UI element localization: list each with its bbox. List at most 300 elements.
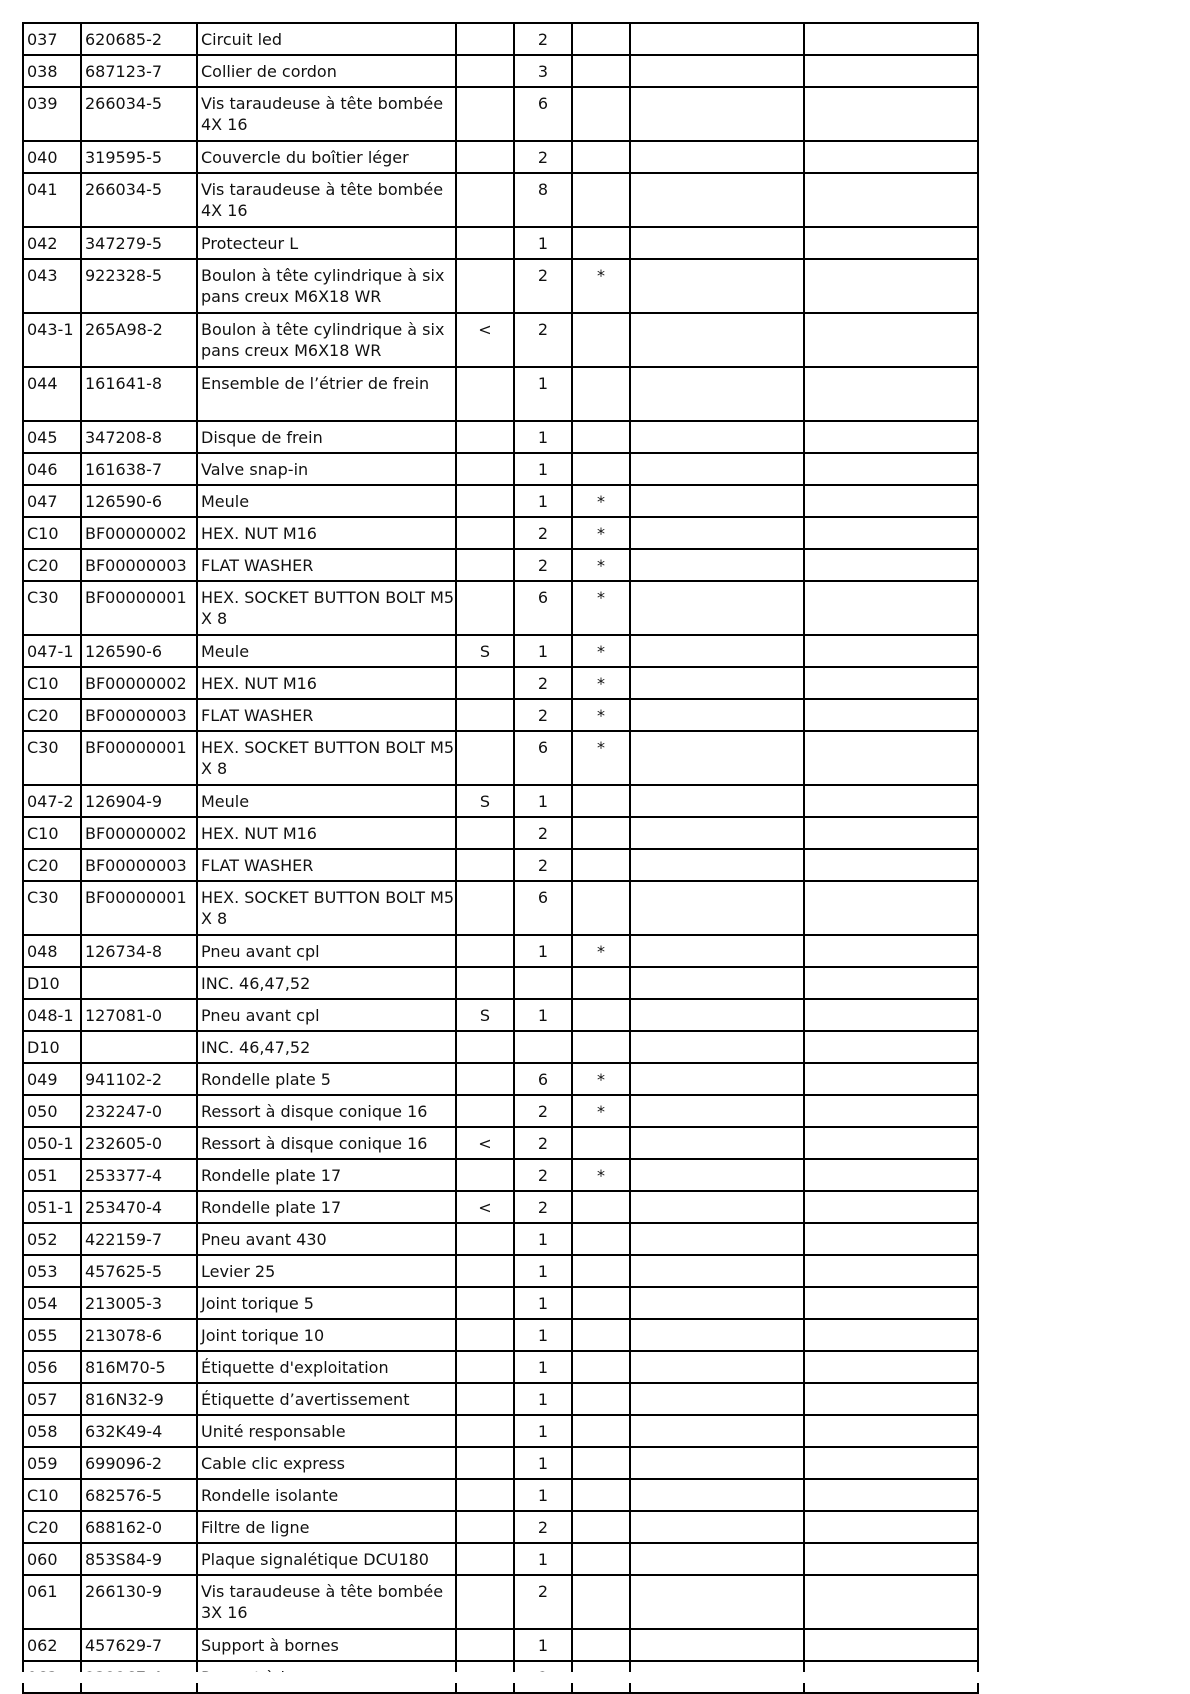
blank-cell-b xyxy=(804,1479,978,1511)
mark-cell xyxy=(572,817,630,849)
item-number-cell: C10 xyxy=(23,667,81,699)
table-row xyxy=(23,817,978,849)
table-row xyxy=(23,1127,978,1159)
description-cell: Disque de frein xyxy=(197,421,456,453)
blank-cell-a xyxy=(630,1447,804,1479)
note-cell xyxy=(456,517,514,549)
blank-cell-a xyxy=(630,699,804,731)
blank-cell-a xyxy=(630,1159,804,1191)
mark-cell xyxy=(572,1575,630,1629)
quantity-cell: 1 xyxy=(514,999,572,1031)
blank-cell-b xyxy=(804,55,978,87)
quantity-cell: 6 xyxy=(514,1063,572,1095)
blank-cell-a xyxy=(630,227,804,259)
quantity-cell: 1 xyxy=(514,635,572,667)
table-row xyxy=(23,1511,978,1543)
description-cell: Unité responsable xyxy=(197,1415,456,1447)
note-cell xyxy=(456,173,514,227)
quantity-cell: 1 xyxy=(514,1383,572,1415)
description-cell: Couvercle du boîtier léger xyxy=(197,141,456,173)
part-number-cell: 266034-5 xyxy=(81,173,197,227)
blank-cell-a xyxy=(630,485,804,517)
blank-cell-b xyxy=(804,313,978,367)
blank-cell-b xyxy=(804,141,978,173)
quantity-cell: 2 xyxy=(514,259,572,313)
item-number-cell: 050 xyxy=(23,1095,81,1127)
mark-cell: * xyxy=(572,731,630,785)
blank-cell-b xyxy=(804,581,978,635)
description-cell: Rondelle plate 17 xyxy=(197,1191,456,1223)
quantity-cell: 2 xyxy=(514,549,572,581)
part-number-cell: BF00000001 xyxy=(81,581,197,635)
note-cell xyxy=(456,1383,514,1415)
mark-cell: * xyxy=(572,1063,630,1095)
quantity-cell: 6 xyxy=(514,881,572,935)
mark-cell xyxy=(572,173,630,227)
description-cell: Collier de cordon xyxy=(197,55,456,87)
description-cell: Vis taraudeuse à tête bombée 4X 16 xyxy=(197,173,456,227)
part-number-cell: 126734-8 xyxy=(81,935,197,967)
blank-cell-a xyxy=(630,849,804,881)
description-cell: Filtre de ligne xyxy=(197,1511,456,1543)
blank-cell-a xyxy=(630,1031,804,1063)
mark-cell: * xyxy=(572,485,630,517)
description-cell: Pneu avant cpl xyxy=(197,935,456,967)
blank-cell-b xyxy=(804,667,978,699)
blank-cell-a xyxy=(630,785,804,817)
note-cell: S xyxy=(456,635,514,667)
item-number-cell: 041 xyxy=(23,173,81,227)
note-cell xyxy=(456,1223,514,1255)
item-number-cell: 039 xyxy=(23,87,81,141)
blank-cell-a xyxy=(630,453,804,485)
quantity-cell: 1 xyxy=(514,1415,572,1447)
blank-cell-a xyxy=(630,731,804,785)
blank-cell-a xyxy=(630,1383,804,1415)
blank-cell-b xyxy=(804,23,978,55)
note-cell xyxy=(456,935,514,967)
quantity-cell: 2 xyxy=(514,1095,572,1127)
note-cell xyxy=(456,453,514,485)
part-number-cell: 232605-0 xyxy=(81,1127,197,1159)
mark-cell xyxy=(572,881,630,935)
table-row xyxy=(23,549,978,581)
item-number-cell: 051-1 xyxy=(23,1191,81,1223)
note-cell xyxy=(456,817,514,849)
description-cell: Rondelle isolante xyxy=(197,1479,456,1511)
part-number-cell: BF00000002 xyxy=(81,517,197,549)
part-number-cell: 161638-7 xyxy=(81,453,197,485)
part-number-cell: 853S84-9 xyxy=(81,1543,197,1575)
note-cell xyxy=(456,699,514,731)
item-number-cell: 043 xyxy=(23,259,81,313)
description-cell: Support à bornes xyxy=(197,1629,456,1661)
description-cell: HEX. SOCKET BUTTON BOLT M5X 8 xyxy=(197,581,456,635)
blank-cell-a xyxy=(630,1511,804,1543)
description-cell: Ensemble de l’étrier de frein xyxy=(197,367,456,421)
mark-cell xyxy=(572,367,630,421)
blank-cell-a xyxy=(630,1287,804,1319)
item-number-cell: C30 xyxy=(23,881,81,935)
table-row xyxy=(23,1287,978,1319)
table-row xyxy=(23,173,978,227)
note-cell xyxy=(456,1287,514,1319)
blank-cell-b xyxy=(804,485,978,517)
blank-cell-b xyxy=(804,517,978,549)
mark-cell xyxy=(572,313,630,367)
item-number-cell: 054 xyxy=(23,1287,81,1319)
blank-cell-b xyxy=(804,1159,978,1191)
table-row xyxy=(23,1479,978,1511)
blank-cell-b xyxy=(804,1223,978,1255)
table-row xyxy=(23,1319,978,1351)
blank-cell-b xyxy=(804,1575,978,1629)
table-row xyxy=(23,227,978,259)
mark-cell xyxy=(572,1511,630,1543)
description-cell: Meule xyxy=(197,485,456,517)
note-cell xyxy=(456,667,514,699)
description-cell: Étiquette d’avertissement xyxy=(197,1383,456,1415)
blank-cell-b xyxy=(804,1031,978,1063)
item-number-cell: C10 xyxy=(23,1479,81,1511)
quantity-cell: 2 xyxy=(514,141,572,173)
mark-cell xyxy=(572,421,630,453)
mark-cell xyxy=(572,1629,630,1661)
quantity-cell: 2 xyxy=(514,849,572,881)
note-cell xyxy=(456,1575,514,1629)
mark-cell xyxy=(572,967,630,999)
mark-cell: * xyxy=(572,549,630,581)
quantity-cell: 2 xyxy=(514,667,572,699)
quantity-cell: 2 xyxy=(514,1127,572,1159)
table-row xyxy=(23,581,978,635)
description-cell: INC. 46,47,52 xyxy=(197,967,456,999)
item-number-cell: D10 xyxy=(23,1031,81,1063)
blank-cell-a xyxy=(630,967,804,999)
note-cell xyxy=(456,1031,514,1063)
mark-cell xyxy=(572,55,630,87)
item-number-cell: 045 xyxy=(23,421,81,453)
quantity-cell: 1 xyxy=(514,453,572,485)
item-number-cell: 062 xyxy=(23,1629,81,1661)
item-number-cell: 059 xyxy=(23,1447,81,1479)
blank-cell-b xyxy=(804,453,978,485)
table-row xyxy=(23,635,978,667)
blank-cell-b xyxy=(804,367,978,421)
mark-cell xyxy=(572,1383,630,1415)
quantity-cell: 1 xyxy=(514,935,572,967)
part-number-cell: 161641-8 xyxy=(81,367,197,421)
note-cell xyxy=(456,23,514,55)
blank-cell-b xyxy=(804,1447,978,1479)
blank-cell-a xyxy=(630,1479,804,1511)
blank-cell-a xyxy=(630,1351,804,1383)
blank-cell-a xyxy=(630,1319,804,1351)
quantity-cell: 2 xyxy=(514,23,572,55)
description-cell: Vis taraudeuse à tête bombée 4X 16 xyxy=(197,87,456,141)
part-number-cell: 126904-9 xyxy=(81,785,197,817)
item-number-cell: C20 xyxy=(23,849,81,881)
quantity-cell: 2 xyxy=(514,1191,572,1223)
blank-cell-b xyxy=(804,549,978,581)
table-row xyxy=(23,999,978,1031)
note-cell xyxy=(456,1063,514,1095)
description-cell: Cable clic express xyxy=(197,1447,456,1479)
quantity-cell: 1 xyxy=(514,1629,572,1661)
description-cell: Valve snap-in xyxy=(197,453,456,485)
part-number-cell: 699096-2 xyxy=(81,1447,197,1479)
blank-cell-b xyxy=(804,785,978,817)
part-number-cell xyxy=(81,1031,197,1063)
description-cell: HEX. NUT M16 xyxy=(197,517,456,549)
note-cell: S xyxy=(456,785,514,817)
item-number-cell: 047-2 xyxy=(23,785,81,817)
note-cell xyxy=(456,849,514,881)
description-cell: Vis taraudeuse à tête bombée 3X 16 xyxy=(197,1575,456,1629)
mark-cell xyxy=(572,785,630,817)
blank-cell-a xyxy=(630,1255,804,1287)
blank-cell-b xyxy=(804,1063,978,1095)
blank-cell-b xyxy=(804,1127,978,1159)
quantity-cell: 2 xyxy=(514,699,572,731)
table-row xyxy=(23,1223,978,1255)
blank-cell-a xyxy=(630,1629,804,1661)
note-cell xyxy=(456,1479,514,1511)
description-cell: Rondelle plate 5 xyxy=(197,1063,456,1095)
quantity-cell: 1 xyxy=(514,227,572,259)
item-number-cell: 040 xyxy=(23,141,81,173)
blank-cell-b xyxy=(804,967,978,999)
blank-cell-a xyxy=(630,259,804,313)
item-number-cell: 047-1 xyxy=(23,635,81,667)
mark-cell xyxy=(572,1351,630,1383)
blank-cell-b xyxy=(804,1255,978,1287)
quantity-cell xyxy=(514,1031,572,1063)
note-cell xyxy=(456,1351,514,1383)
part-number-cell: 126590-6 xyxy=(81,485,197,517)
mark-cell xyxy=(572,1287,630,1319)
table-row xyxy=(23,141,978,173)
note-cell xyxy=(456,55,514,87)
table-row xyxy=(23,23,978,55)
part-number-cell: 922328-5 xyxy=(81,259,197,313)
description-cell: HEX. NUT M16 xyxy=(197,817,456,849)
part-number-cell: 266034-5 xyxy=(81,87,197,141)
description-cell: Circuit led xyxy=(197,23,456,55)
quantity-cell: 6 xyxy=(514,731,572,785)
blank-cell-b xyxy=(804,1415,978,1447)
blank-cell-a xyxy=(630,935,804,967)
table-row xyxy=(23,313,978,367)
blank-cell-b xyxy=(804,999,978,1031)
description-cell: INC. 46,47,52 xyxy=(197,1031,456,1063)
quantity-cell: 2 xyxy=(514,817,572,849)
part-number-cell: 347279-5 xyxy=(81,227,197,259)
note-cell xyxy=(456,421,514,453)
mark-cell xyxy=(572,1031,630,1063)
quantity-cell: 1 xyxy=(514,1223,572,1255)
table-row xyxy=(23,1351,978,1383)
description-cell: Joint torique 5 xyxy=(197,1287,456,1319)
quantity-cell: 1 xyxy=(514,1287,572,1319)
item-number-cell: C20 xyxy=(23,699,81,731)
note-cell xyxy=(456,1319,514,1351)
note-cell xyxy=(456,1511,514,1543)
note-cell xyxy=(456,1415,514,1447)
note-cell xyxy=(456,259,514,313)
mark-cell: * xyxy=(572,1095,630,1127)
blank-cell-b xyxy=(804,849,978,881)
mark-cell xyxy=(572,1543,630,1575)
quantity-cell: 8 xyxy=(514,173,572,227)
quantity-cell: 1 xyxy=(514,785,572,817)
part-number-cell: 816M70-5 xyxy=(81,1351,197,1383)
table-row xyxy=(23,1629,978,1661)
quantity-cell: 1 xyxy=(514,485,572,517)
quantity-cell: 1 xyxy=(514,1543,572,1575)
description-cell: HEX. SOCKET BUTTON BOLT M5X 8 xyxy=(197,731,456,785)
blank-cell-a xyxy=(630,1223,804,1255)
quantity-cell: 1 xyxy=(514,1351,572,1383)
item-number-cell: 061 xyxy=(23,1575,81,1629)
blank-cell-a xyxy=(630,1127,804,1159)
part-number-cell: 941102-2 xyxy=(81,1063,197,1095)
mark-cell xyxy=(572,1255,630,1287)
description-cell: Rondelle plate 17 xyxy=(197,1159,456,1191)
blank-cell-b xyxy=(804,259,978,313)
item-number-cell: C10 xyxy=(23,817,81,849)
part-number-cell: 620685-2 xyxy=(81,23,197,55)
blank-cell-a xyxy=(630,1095,804,1127)
blank-cell-b xyxy=(804,1543,978,1575)
blank-cell-b xyxy=(804,173,978,227)
note-cell xyxy=(456,731,514,785)
table-row xyxy=(23,421,978,453)
blank-cell-b xyxy=(804,87,978,141)
part-number-cell: 347208-8 xyxy=(81,421,197,453)
blank-cell-a xyxy=(630,635,804,667)
table-row xyxy=(23,935,978,967)
part-number-cell: 682576-5 xyxy=(81,1479,197,1511)
item-number-cell: 047 xyxy=(23,485,81,517)
note-cell: < xyxy=(456,1127,514,1159)
part-number-cell: BF00000003 xyxy=(81,849,197,881)
note-cell xyxy=(456,227,514,259)
blank-cell-b xyxy=(804,635,978,667)
note-cell xyxy=(456,1447,514,1479)
blank-cell-a xyxy=(630,817,804,849)
table-row xyxy=(23,259,978,313)
table-row xyxy=(23,881,978,935)
part-number-cell: 266130-9 xyxy=(81,1575,197,1629)
quantity-cell: 6 xyxy=(514,87,572,141)
blank-cell-b xyxy=(804,1511,978,1543)
blank-cell-a xyxy=(630,549,804,581)
quantity-cell: 1 xyxy=(514,1447,572,1479)
description-cell: Ressort à disque conique 16 xyxy=(197,1095,456,1127)
description-cell: HEX. SOCKET BUTTON BOLT M5X 8 xyxy=(197,881,456,935)
note-cell: < xyxy=(456,313,514,367)
blank-cell-b xyxy=(804,817,978,849)
note-cell xyxy=(456,87,514,141)
blank-cell-b xyxy=(804,1351,978,1383)
mark-cell xyxy=(572,1191,630,1223)
mark-cell: * xyxy=(572,517,630,549)
item-number-cell: 043-1 xyxy=(23,313,81,367)
part-number-cell: 265A98-2 xyxy=(81,313,197,367)
blank-cell-a xyxy=(630,517,804,549)
part-number-cell: 213078-6 xyxy=(81,1319,197,1351)
table-row xyxy=(23,1159,978,1191)
item-number-cell: 044 xyxy=(23,367,81,421)
quantity-cell: 1 xyxy=(514,421,572,453)
quantity-cell xyxy=(514,967,572,999)
part-number-cell: 816N32-9 xyxy=(81,1383,197,1415)
quantity-cell: 2 xyxy=(514,313,572,367)
blank-cell-b xyxy=(804,1629,978,1661)
parts-list-table xyxy=(22,22,979,1694)
mark-cell xyxy=(572,23,630,55)
table-row xyxy=(23,87,978,141)
item-number-cell: 057 xyxy=(23,1383,81,1415)
blank-cell-a xyxy=(630,1575,804,1629)
table-row xyxy=(23,485,978,517)
mark-cell: * xyxy=(572,581,630,635)
mark-cell xyxy=(572,1415,630,1447)
part-number-cell: 126590-6 xyxy=(81,635,197,667)
mark-cell: * xyxy=(572,635,630,667)
page-bottom-margin xyxy=(0,1672,1190,1683)
mark-cell xyxy=(572,1223,630,1255)
description-cell: Pneu avant 430 xyxy=(197,1223,456,1255)
quantity-cell: 1 xyxy=(514,1255,572,1287)
blank-cell-a xyxy=(630,367,804,421)
part-number-cell: BF00000001 xyxy=(81,881,197,935)
part-number-cell: 457625-5 xyxy=(81,1255,197,1287)
item-number-cell: 042 xyxy=(23,227,81,259)
mark-cell: * xyxy=(572,667,630,699)
quantity-cell: 2 xyxy=(514,1159,572,1191)
blank-cell-a xyxy=(630,999,804,1031)
note-cell xyxy=(456,1159,514,1191)
blank-cell-a xyxy=(630,141,804,173)
note-cell xyxy=(456,881,514,935)
table-row xyxy=(23,517,978,549)
description-cell: Joint torique 10 xyxy=(197,1319,456,1351)
blank-cell-b xyxy=(804,1095,978,1127)
mark-cell xyxy=(572,87,630,141)
item-number-cell: 052 xyxy=(23,1223,81,1255)
description-cell: HEX. NUT M16 xyxy=(197,667,456,699)
blank-cell-b xyxy=(804,227,978,259)
part-number-cell: 422159-7 xyxy=(81,1223,197,1255)
blank-cell-b xyxy=(804,935,978,967)
table-row xyxy=(23,55,978,87)
description-cell: Meule xyxy=(197,635,456,667)
note-cell xyxy=(456,549,514,581)
mark-cell xyxy=(572,1479,630,1511)
note-cell xyxy=(456,367,514,421)
note-cell xyxy=(456,1095,514,1127)
description-cell: Boulon à tête cylindrique à six pans creux M6X18 WR xyxy=(197,259,456,313)
part-number-cell: 688162-0 xyxy=(81,1511,197,1543)
description-cell: Pneu avant cpl xyxy=(197,999,456,1031)
table-row xyxy=(23,367,978,421)
blank-cell-b xyxy=(804,731,978,785)
mark-cell xyxy=(572,227,630,259)
quantity-cell: 2 xyxy=(514,1511,572,1543)
mark-cell xyxy=(572,849,630,881)
